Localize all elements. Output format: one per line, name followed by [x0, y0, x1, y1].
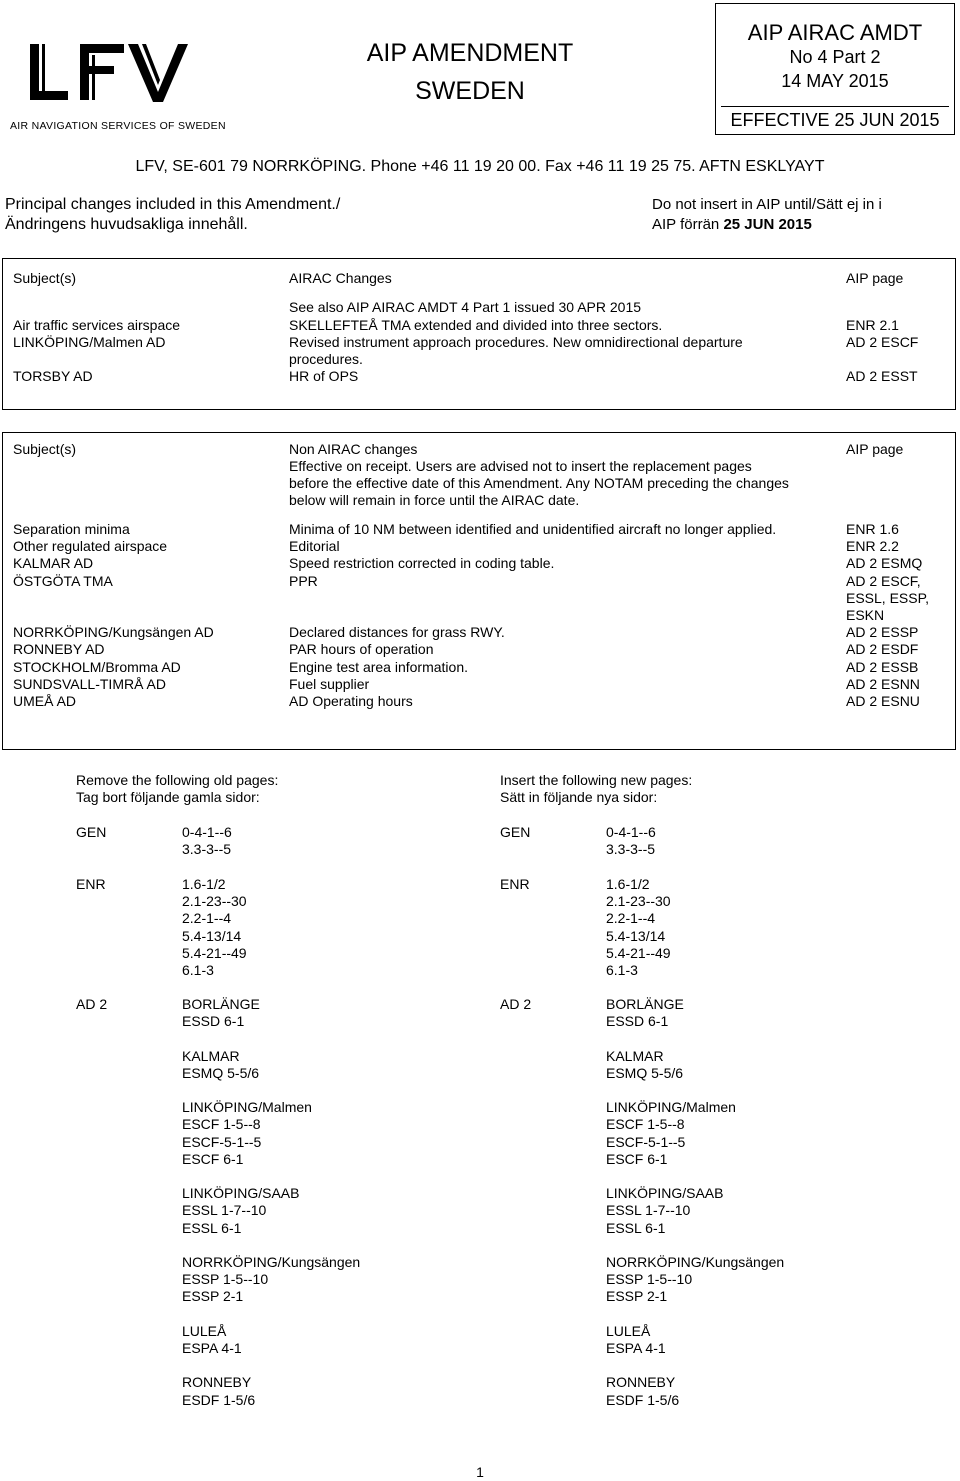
remove-page-item: 3.3-3--5 [182, 841, 232, 858]
remove-page-item: ESSP 2-1 [182, 1288, 244, 1305]
remove-page-item: ESCF-5-1--5 [182, 1133, 262, 1150]
insert-page-item: RONNEBY [606, 1374, 676, 1391]
remove-page-item: 5.4-13/14 [182, 927, 242, 944]
remove-title-en: Remove the following old pages: [76, 772, 279, 788]
insert-page-item: LINKÖPING/Malmen [606, 1099, 736, 1116]
table-row-change: PPR [289, 573, 318, 589]
table-row-page: ENR 1.6 [846, 521, 899, 537]
non-airac-note: Effective on receipt. Users are advised not to insert the replacement pages before the effective date of this Amendment. Any NOTAM preceding the changes below will remain in force until the AIRAC date. [289, 458, 789, 508]
table-row-page: ENR 2.2 [846, 538, 899, 554]
insert-page-item: ESMQ 5-5/6 [606, 1064, 684, 1081]
do-not-insert-notice [652, 195, 882, 235]
table-row-page: ENR 2.1 [846, 317, 899, 333]
insert-page-item: KALMAR [606, 1047, 664, 1064]
table-row-page: AD 2 ESDF [846, 641, 919, 657]
table-row-change: Speed restriction corrected in coding table. [289, 555, 555, 571]
remove-page-item: BORLÄNGE [182, 996, 260, 1012]
insert-page-item: ESCF 6-1 [606, 1150, 668, 1167]
insert-page-item: 5.4-21--49 [606, 944, 671, 961]
table-row-subject: RONNEBY AD [13, 641, 105, 657]
header-airac-changes: AIRAC Changes [289, 270, 392, 286]
insert-page-item: BORLÄNGE [606, 996, 684, 1012]
insert-page-item: ESCF 1-5--8 [606, 1116, 685, 1133]
insert-page-item: ESSL 6-1 [606, 1219, 666, 1236]
insert-page-item: ESSP 1-5--10 [606, 1271, 693, 1288]
logo-caption: AIR NAVIGATION SERVICES OF SWEDEN [10, 120, 226, 132]
lfv-logo-mark [10, 40, 190, 106]
table-row-subject: ÖSTGÖTA TMA [13, 573, 113, 589]
remove-page-item: ESSD 6-1 [182, 1013, 245, 1030]
insert-page-item: 1.6-1/2 [606, 876, 650, 892]
remove-page-item: KALMAR [182, 1047, 240, 1064]
insert-section-label: ENR [500, 876, 530, 892]
address-line: LFV, SE-601 79 NORRKÖPING. Phone +46 11 19 20 00. Fax +46 11 19 25 75. AFTN ESKLYAYT [135, 158, 825, 175]
table-row-subject: SUNDSVALL-TIMRÅ AD [13, 676, 166, 692]
remove-page-item: ESSP 1-5--10 [182, 1271, 269, 1288]
header-aip-page: AIP page [846, 270, 904, 286]
remove-section-label: ENR [76, 876, 106, 892]
remove-page-item: ESMQ 5-5/6 [182, 1064, 260, 1081]
principal-line-2: Ändringens huvudsakliga innehåll. [5, 216, 248, 233]
principal-line-1: Principal changes included in this Amendment./ [5, 196, 341, 213]
remove-page-item: ESCF 1-5--8 [182, 1116, 261, 1133]
remove-page-item: LINKÖPING/SAAB [182, 1185, 300, 1202]
table-row-page: AD 2 ESCF, ESSL, ESSP, ESKN [846, 573, 930, 623]
table-row-page: AD 2 ESNU [846, 693, 920, 709]
table-row-change: AD Operating hours [289, 693, 413, 709]
remove-page-item: ESCF 6-1 [182, 1150, 244, 1167]
remove-page-item: 0-4-1--6 [182, 824, 232, 840]
remove-section-label: AD 2 [76, 996, 108, 1012]
remove-page-item: ESPA 4-1 [182, 1340, 242, 1356]
insert-page-item: NORRKÖPING/Kungsängen [606, 1254, 785, 1270]
insert-page-item: ESSD 6-1 [606, 1013, 669, 1030]
table-row-change: Minima of 10 NM between identified and unidentified aircraft no longer applied. [289, 521, 777, 537]
do-not-insert-line-2 [652, 215, 882, 235]
do-not-insert-line-1: Do not insert in AIP until/Sätt ej in i [652, 196, 882, 213]
insert-page-item: 5.4-13/14 [606, 927, 666, 944]
insert-page-item: 3.3-3--5 [606, 841, 656, 858]
header-subjects: Subject(s) [13, 270, 77, 286]
header-non-airac-changes: Non AIRAC changes [289, 441, 418, 457]
insert-section-label: GEN [500, 824, 531, 840]
table-row-subject: Air traffic services airspace [13, 317, 181, 333]
remove-page-item: 5.4-21--49 [182, 944, 247, 961]
table-row-change: Engine test area information. [289, 659, 468, 675]
table-row-subject: TORSBY AD [13, 368, 93, 384]
remove-title-sv: Tag bort följande gamla sidor: [76, 789, 260, 805]
table-row-page: AD 2 ESMQ [846, 555, 923, 571]
table-row-subject: STOCKHOLM/Bromma AD [13, 659, 181, 675]
airac-note: See also AIP AIRAC AMDT 4 Part 1 issued 30 APR 2015 [289, 299, 642, 315]
remove-section-label: GEN [76, 824, 107, 840]
table-row-subject: UMEÅ AD [13, 693, 77, 709]
table-row-change: Editorial [289, 538, 340, 554]
table-row-change: Declared distances for grass RWY. [289, 624, 505, 640]
insert-page-item: ESSP 2-1 [606, 1288, 668, 1305]
table-row-page: AD 2 ESSB [846, 659, 919, 675]
remove-page-item: 2.2-1--4 [182, 910, 232, 927]
remove-page-item: NORRKÖPING/Kungsängen [182, 1254, 361, 1270]
table-row-page: AD 2 ESNN [846, 676, 920, 692]
do-not-insert-prefix: AIP förrän [652, 216, 724, 233]
non-airac-changes-table [2, 432, 956, 750]
document-title [330, 34, 610, 110]
table-row-subject: NORRKÖPING/Kungsängen AD [13, 624, 214, 640]
insert-page-item: ESDF 1-5/6 [606, 1391, 680, 1408]
table-row-subject: Other regulated airspace [13, 538, 168, 554]
insert-section-label: AD 2 [500, 996, 532, 1012]
remove-page-item: ESDF 1-5/6 [182, 1391, 256, 1408]
airac-changes-table [2, 258, 956, 410]
insert-page-item: 0-4-1--6 [606, 824, 656, 840]
remove-page-item: RONNEBY [182, 1374, 252, 1391]
insert-page-item: LULEÅ [606, 1322, 651, 1339]
page-replacement-lists [0, 772, 960, 1452]
amendment-box [715, 3, 955, 135]
insert-page-item: 2.2-1--4 [606, 910, 656, 927]
table-row-subject: Separation minima [13, 521, 130, 537]
lfv-logo [10, 40, 226, 135]
insert-page-item: LINKÖPING/SAAB [606, 1185, 724, 1202]
effective-date: EFFECTIVE 25 JUN 2015 [730, 110, 940, 130]
remove-page-item: ESSL 1-7--10 [182, 1202, 267, 1219]
amendment-title: AIP AIRAC AMDT [747, 20, 923, 45]
do-not-insert-date: 25 JUN 2015 [723, 216, 812, 233]
insert-page-item: ESCF-5-1--5 [606, 1133, 686, 1150]
amendment-number: No 4 Part 2 [789, 47, 881, 67]
table-row-change: SKELLEFTEÅ TMA extended and divided into three sectors. [289, 317, 663, 333]
insert-page-item: ESSL 1-7--10 [606, 1202, 691, 1219]
remove-page-item: LINKÖPING/Malmen [182, 1099, 312, 1116]
remove-page-item: 6.1-3 [182, 962, 214, 978]
title-line-2: SWEDEN [415, 77, 525, 105]
table-row-subject: LINKÖPING/Malmen AD [13, 334, 166, 350]
table-row-change: Revised instrument approach procedures. New omnidirectional departure procedures. [289, 334, 743, 367]
table-row-page: AD 2 ESCF [846, 334, 919, 350]
principal-changes-label [5, 195, 340, 235]
header-subjects: Subject(s) [13, 441, 77, 457]
insert-page-item: ESPA 4-1 [606, 1340, 666, 1356]
title-line-1: AIP AMENDMENT [366, 39, 574, 67]
table-row-change: Fuel supplier [289, 676, 370, 692]
table-row-change: PAR hours of operation [289, 641, 434, 657]
remove-page-item: ESSL 6-1 [182, 1219, 242, 1236]
table-row-page: AD 2 ESST [846, 368, 918, 384]
divider [721, 106, 949, 107]
remove-page-item: 2.1-23--30 [182, 893, 247, 910]
insert-title-sv: Sätt in följande nya sidor: [500, 789, 658, 805]
remove-page-item: LULEÅ [182, 1322, 227, 1339]
table-row-page: AD 2 ESSP [846, 624, 919, 640]
amendment-date: 14 MAY 2015 [781, 71, 889, 91]
insert-title-en: Insert the following new pages: [500, 772, 693, 788]
table-row-subject: KALMAR AD [13, 555, 94, 571]
page-number: 1 [476, 1464, 484, 1480]
remove-page-item: 1.6-1/2 [182, 876, 226, 892]
insert-page-item: 2.1-23--30 [606, 893, 671, 910]
table-row-change: HR of OPS [289, 368, 359, 384]
insert-page-item: 6.1-3 [606, 962, 638, 978]
header-aip-page: AIP page [846, 441, 904, 457]
